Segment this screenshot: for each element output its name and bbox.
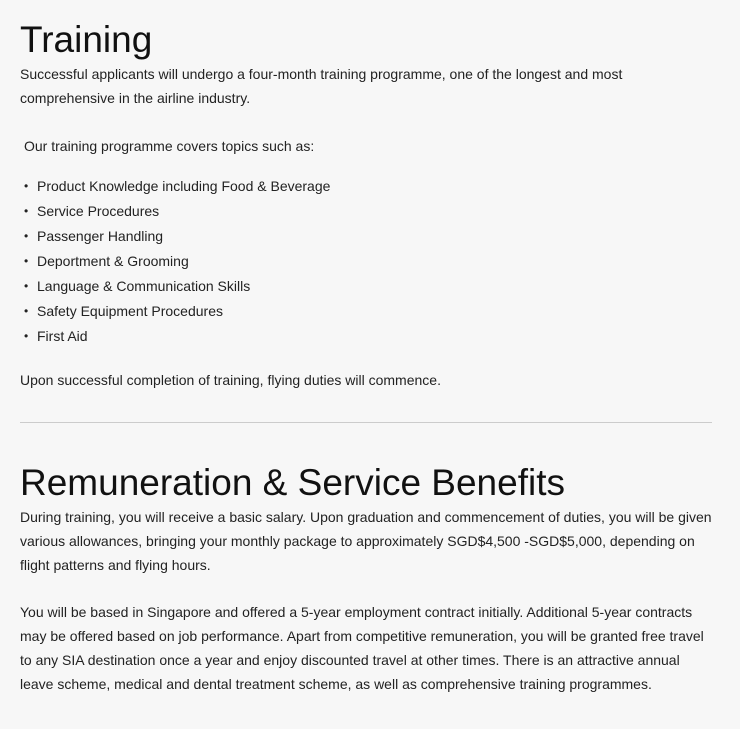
topic-label: Deportment & Grooming [37, 253, 189, 269]
section-divider [20, 422, 712, 423]
list-item [20, 224, 712, 249]
training-topics-intro: Our training programme covers topics such as: [24, 138, 315, 154]
topic-label: Product Knowledge including Food & Beverage [37, 178, 331, 194]
remuneration-heading: Remuneration & Service Benefits [20, 462, 565, 503]
bullet-icon: • [24, 304, 29, 318]
remuneration-salary-paragraph: During training, you will receive a basic salary. Upon graduation and commencement of duties, you will be given various allowances, bringing your monthly package to approximately SGD$4,500 -SGD$5,000, depending on flight patterns and flying hours. [20, 509, 712, 573]
topic-label: Safety Equipment Procedures [37, 303, 223, 319]
bullet-icon: • [24, 279, 29, 293]
list-item [20, 299, 712, 324]
list-item [20, 199, 712, 224]
training-topics-list [20, 174, 712, 349]
training-heading: Training [20, 19, 153, 60]
bullet-icon: • [24, 254, 29, 268]
bullet-icon: • [24, 179, 29, 193]
topic-label: Language & Communication Skills [37, 278, 251, 294]
topic-label: Passenger Handling [37, 228, 164, 244]
training-completion-paragraph: Upon successful completion of training, flying duties will commence. [20, 372, 441, 388]
list-item [20, 249, 712, 274]
topic-label: First Aid [37, 328, 88, 344]
bullet-icon: • [24, 229, 29, 243]
topic-label: Service Procedures [37, 203, 160, 219]
bullet-icon: • [24, 204, 29, 218]
training-intro-paragraph: Successful applicants will undergo a four-month training programme, one of the longest and most comprehensive in the airline industry. [20, 66, 623, 106]
remuneration-section [20, 461, 712, 696]
list-item [20, 174, 712, 199]
remuneration-contract-paragraph: You will be based in Singapore and offered a 5-year employment contract initially. Additional 5-year contracts may be offered based on job performance. Apart from competitive remuneration, you will be granted free travel to any SIA destination once a year and enjoy discounted travel at other times. There is an attractive annual leave scheme, medical and dental treatment scheme, as well as comprehensive training programmes. [20, 604, 704, 692]
bullet-icon: • [24, 329, 29, 343]
list-item [20, 274, 712, 299]
training-section [20, 18, 712, 392]
list-item [20, 324, 712, 349]
